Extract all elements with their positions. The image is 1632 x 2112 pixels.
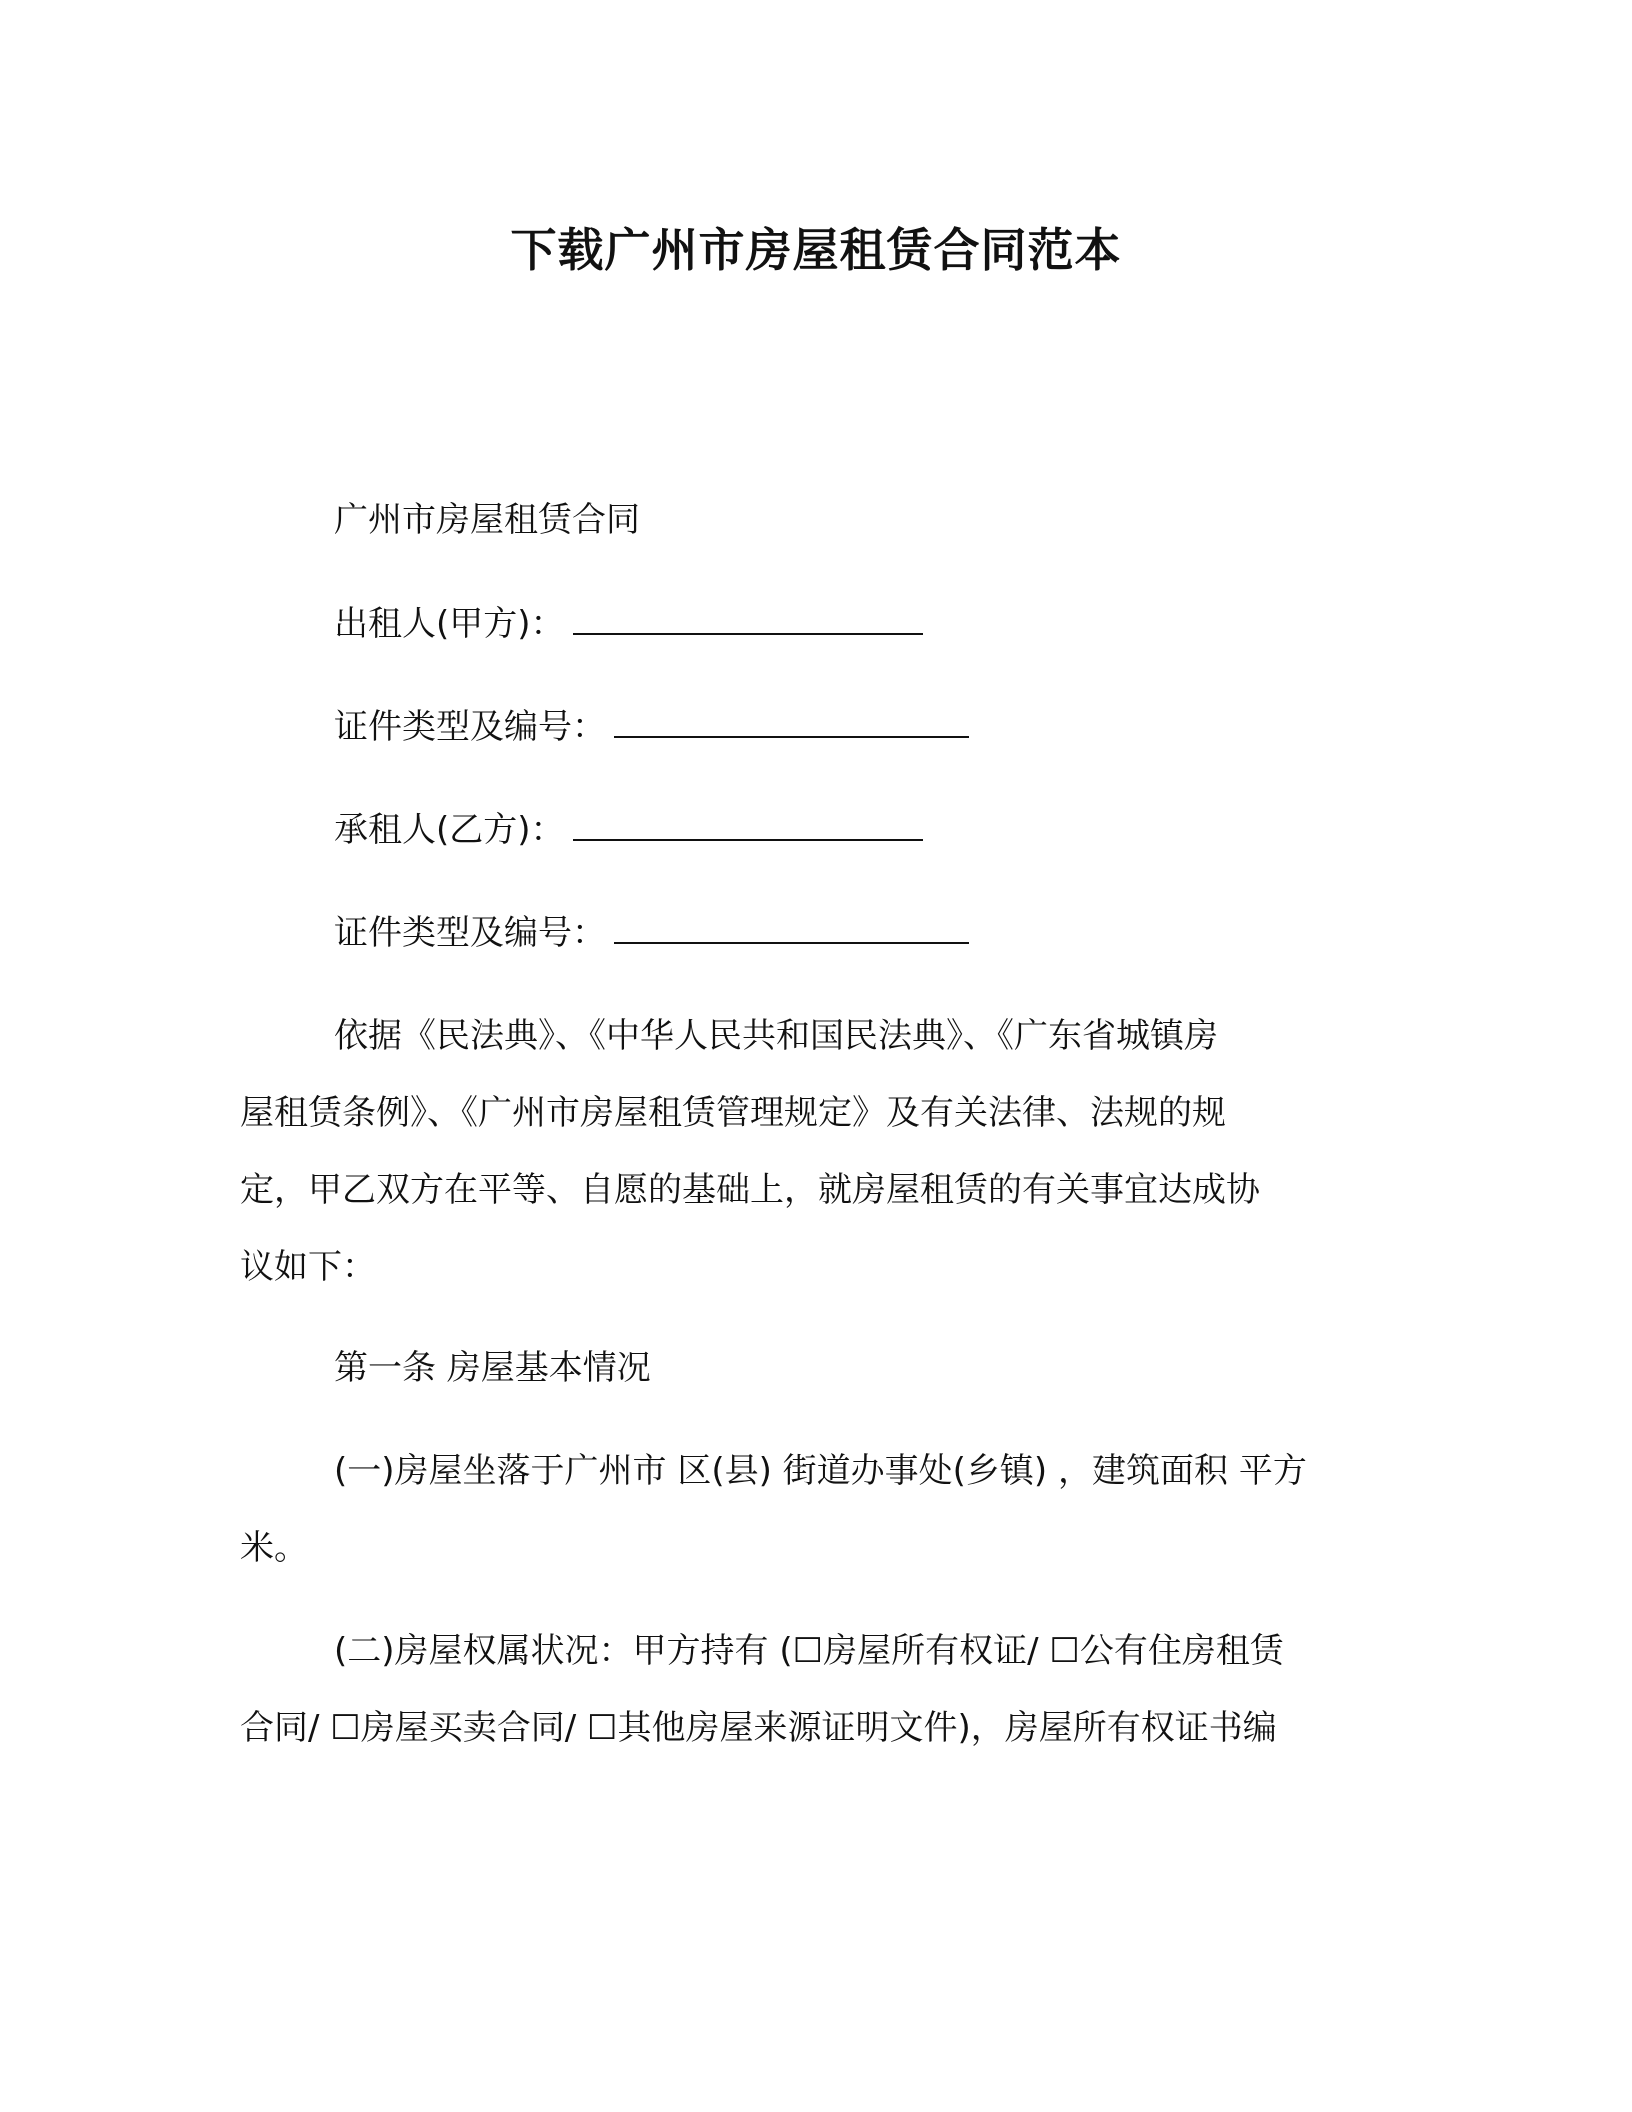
contract-heading: 广州市房屋租赁合同 <box>334 500 640 540</box>
lessee-line <box>334 806 923 854</box>
lessor-id-line <box>334 703 969 751</box>
lessor-id-label: 证件类型及编号： <box>334 707 606 747</box>
preamble-line-1: 依据《民法典》、《中华人民共和国民法典》、《广东省城镇房 <box>334 1016 1218 1056</box>
article-1-title: 第一条 房屋基本情况 <box>334 1348 651 1388</box>
lessor-blank <box>573 603 923 635</box>
lessee-blank <box>573 809 923 841</box>
lessee-id-blank <box>614 912 969 944</box>
clause-1-line-2: 米。 <box>240 1528 308 1568</box>
preamble-line-2: 屋租赁条例》、《广州市房屋租赁管理规定》及有关法律、法规的规 <box>240 1093 1226 1133</box>
clause-2-line-1: (二)房屋权属状况：甲方持有 (☐房屋所有权证/ ☐公有住房租赁 <box>334 1631 1284 1671</box>
clause-1-line-1: (一)房屋坐落于广州市 区(县) 街道办事处(乡镇) ，建筑面积 平方 <box>334 1451 1307 1491</box>
lessor-label: 出租人(甲方)： <box>334 604 565 644</box>
lessor-id-blank <box>614 706 969 738</box>
lessee-label: 承租人(乙方)： <box>334 810 565 850</box>
preamble-line-3: 定，甲乙双方在平等、自愿的基础上，就房屋租赁的有关事宜达成协 <box>240 1170 1260 1210</box>
document-title: 下载广州市房屋租赁合同范本 <box>510 223 1122 277</box>
preamble-line-4: 议如下： <box>240 1247 376 1287</box>
lessee-id-line <box>334 909 969 957</box>
clause-2-line-2: 合同/ ☐房屋买卖合同/ ☐其他房屋来源证明文件)，房屋所有权证书编 <box>240 1708 1277 1748</box>
lessor-line <box>334 600 923 648</box>
lessee-id-label: 证件类型及编号： <box>334 913 606 953</box>
